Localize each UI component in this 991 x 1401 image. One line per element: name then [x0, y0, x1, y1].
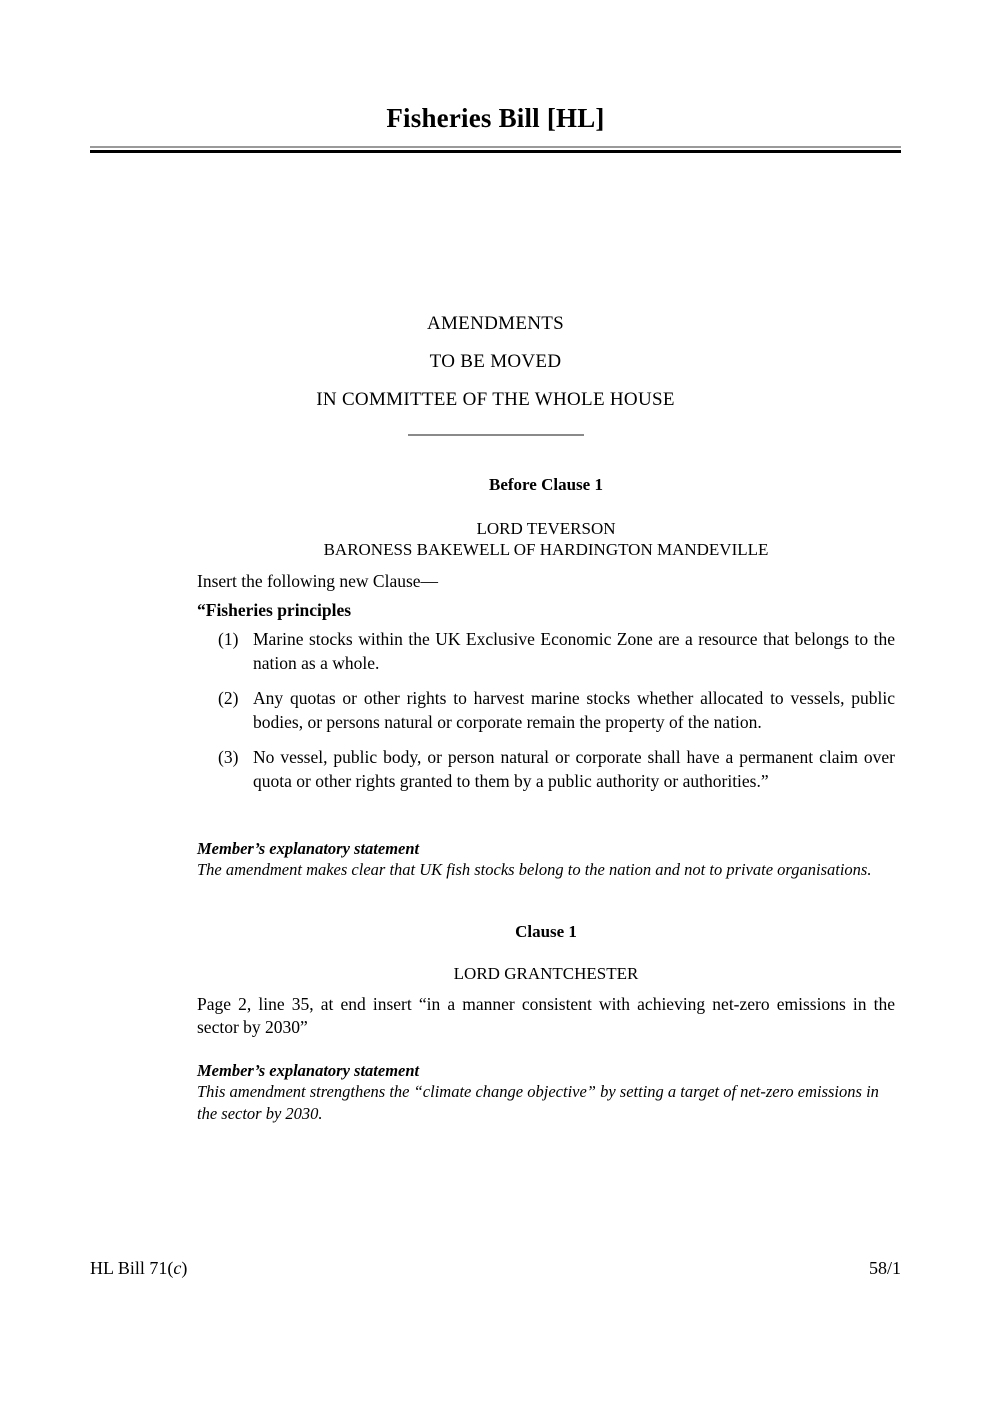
subclause-text: Any quotas or other rights to harvest marine stocks whether allocated to vessels, public bodies, or persons natural or corporate remain the property of the nation.: [253, 688, 895, 732]
subclause-text: Marine stocks within the UK Exclusive Economic Zone are a resource that belongs to the nation as a whole.: [253, 629, 895, 673]
sponsor-name-grantchester: LORD GRANTCHESTER: [453, 964, 639, 983]
insert-instruction-line: [197, 570, 895, 593]
new-clause-title-text: “Fisheries principles: [197, 600, 352, 620]
clause-heading-clause-1: Clause 1: [515, 922, 577, 941]
explanatory-statement-text: This amendment strengthens the “climate change objective” by setting a target of net-zero emissions in the sector by 2030.: [197, 1082, 879, 1123]
new-clause-title-line: [197, 599, 895, 622]
section-before-clause-1: [197, 475, 895, 495]
instruction-text: Insert the following new Clause—: [197, 571, 439, 591]
subclause-text: No vessel, public body, or person natural or corporate shall have a permanent claim over quota or other rights granted to them by a public authority or authorities.”: [253, 747, 895, 791]
sponsor-block-2: [197, 963, 895, 984]
bill-number-prefix: HL Bill 71(: [90, 1258, 174, 1278]
title-divider-rule: [90, 146, 901, 153]
page-footer: [90, 1258, 901, 1279]
explanatory-statement-text: The amendment makes clear that UK fish stocks belong to the nation and not to private organisations.: [197, 860, 872, 879]
amendments-heading-block: [0, 305, 991, 419]
amendment-text: Page 2, line 35, at end insert “in a manner consistent with achieving net-zero emissions in the sector by 2030”: [197, 994, 895, 1037]
page-title: Fisheries Bill [HL]: [386, 103, 605, 133]
explanatory-statement-heading: Member’s explanatory statement: [197, 1061, 420, 1080]
subclause-item: [197, 628, 895, 675]
bill-number-italic-letter: c: [173, 1258, 182, 1278]
subclause-number: (1): [218, 629, 239, 649]
explanatory-statement-1: [197, 838, 895, 881]
page-number: 58/1: [868, 1258, 901, 1278]
sponsor-name-bakewell: BARONESS BAKEWELL OF HARDINGTON MANDEVILLE: [323, 540, 769, 559]
section-divider-rule: [408, 434, 584, 436]
sponsor-name-teverson: LORD TEVERSON: [476, 519, 616, 538]
heading-line-amendments: AMENDMENTS: [426, 313, 565, 334]
heading-line-in-committee: IN COMMITTEE OF THE WHOLE HOUSE: [316, 389, 675, 410]
subclause-number: (3): [218, 747, 239, 767]
subclause-list: [197, 628, 895, 793]
subclause-number: (2): [218, 688, 239, 708]
section-clause-1: [197, 922, 895, 942]
heading-line-to-be-moved: TO BE MOVED: [429, 351, 562, 372]
amendment-body-clause-1: [197, 993, 895, 1039]
clause-heading-before-clause-1: Before Clause 1: [489, 475, 603, 494]
subclause-item: [197, 687, 895, 734]
bill-number-suffix: ): [181, 1258, 188, 1278]
explanatory-statement-heading: Member’s explanatory statement: [197, 839, 420, 858]
bill-number: [90, 1258, 187, 1279]
sponsor-block-1: [197, 518, 895, 560]
divider-thick-line: [90, 150, 901, 153]
explanatory-statement-2: [197, 1060, 895, 1125]
subclause-item: [197, 746, 895, 793]
